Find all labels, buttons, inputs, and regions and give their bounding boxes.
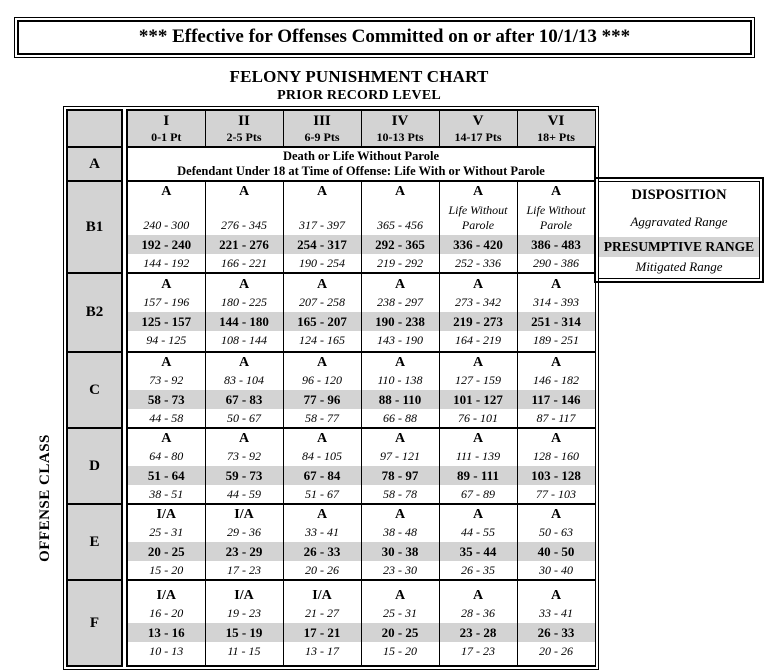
disposition: A [472,354,484,370]
aggravated-range: 44 - 55 [461,524,495,539]
sentencing-table [66,109,596,667]
presumptive-range: 78 - 97 [362,466,439,485]
mitigated-range: 44 - 58 [149,410,184,425]
aggravated-range: 29 - 36 [227,524,261,539]
cell-E-VI [517,504,595,580]
class-row-A [67,147,595,181]
presumptive-range: 67 - 83 [206,390,283,409]
disposition: A [161,354,172,370]
mitigated-range: 51 - 67 [305,486,339,501]
disposition: A [472,430,484,446]
prl-level: V [472,113,484,129]
class-row-D [67,428,595,504]
cell-B2-VI [517,273,595,352]
mitigated-range: 30 - 40 [539,562,573,577]
presumptive-range: 103 - 128 [518,466,595,485]
presumptive-range: 23 - 28 [440,623,517,642]
effective-date-banner-inner [17,20,752,55]
aggravated-range: 73 - 92 [227,448,261,463]
cell-F-IV [361,580,439,666]
class-label-F: F [67,580,122,666]
page-title: FELONY PUNISHMENT CHART [229,67,489,86]
mitigated-range: 164 - 219 [455,333,501,347]
presumptive-range: 88 - 110 [362,390,439,409]
presumptive-range: 40 - 50 [518,542,595,561]
presumptive-range: 219 - 273 [440,312,517,331]
prl-level: III [313,113,331,129]
aggravated-range: 84 - 105 [302,448,342,463]
class-row-C [67,352,595,428]
disposition: A [472,277,484,292]
cell-B2-II [205,273,283,352]
presumptive-range: 292 - 365 [362,235,439,254]
mitigated-range: 10 - 13 [149,643,184,658]
prl-header-III [283,110,361,147]
disposition: A [550,183,562,199]
cell-B1-III [283,181,361,273]
class-a-sentence-cell [127,147,595,181]
disposition: A [161,430,172,446]
mitigated-range: 87 - 117 [536,410,576,425]
presumptive-range: 77 - 96 [284,390,361,409]
presumptive-range: 165 - 207 [284,312,361,331]
disposition: A [550,354,562,370]
class-row-E [67,504,595,580]
class-label-B1: B1 [67,181,122,273]
mitigated-range: 124 - 165 [299,333,345,347]
class-row-B1 [67,181,595,273]
mitigated-range: 77 - 103 [536,486,576,501]
disposition: A [161,183,172,199]
cell-D-III [283,428,361,504]
cell-F-V [439,580,517,666]
class-row-B2 [67,273,595,352]
disposition-legend-inner [598,181,760,279]
mitigated-range: 50 - 67 [227,410,261,425]
presumptive-range: 117 - 146 [518,390,595,409]
aggravated-range: 33 - 41 [539,605,573,620]
presumptive-range: 254 - 317 [284,235,361,254]
aggravated-range: 314 - 393 [533,295,579,309]
class-a-line1: Death or Life Without Parole [282,149,439,163]
disposition: A [550,430,562,446]
aggravated-range: 64 - 80 [149,448,184,463]
disposition: A [316,506,328,522]
presumptive-range: 190 - 238 [362,312,439,331]
aggravated-range: Life Without Parole [526,202,586,232]
cell-C-I [127,352,205,428]
cell-D-II [205,428,283,504]
mitigated-range: 17 - 23 [461,643,495,658]
presumptive-range: 51 - 64 [128,466,205,485]
cell-B2-I [127,273,205,352]
mitigated-range: 15 - 20 [149,562,184,577]
aggravated-range: 33 - 41 [305,524,339,539]
legend-aggravated-range: Aggravated Range [630,214,728,229]
legend-title: DISPOSITION [631,187,727,203]
prl-points: 6-9 Pts [304,130,340,144]
cell-F-II [205,580,283,666]
disposition: A [472,587,484,603]
presumptive-range: 58 - 73 [128,390,205,409]
prl-level: VI [547,113,565,129]
aggravated-range: 111 - 139 [455,448,501,463]
cell-B1-I [127,181,205,273]
legend-presumptive-range: PRESUMPTIVE RANGE [599,237,759,257]
cell-E-I [127,504,205,580]
presumptive-range: 67 - 84 [284,466,361,485]
cell-C-VI [517,352,595,428]
mitigated-range: 190 - 254 [299,255,345,270]
presumptive-range: 23 - 29 [206,542,283,561]
aggravated-range: 21 - 27 [305,605,339,620]
aggravated-range: 207 - 258 [299,295,345,309]
prl-points: 10-13 Pts [376,130,424,144]
prl-points: 2-5 Pts [226,130,262,144]
class-row-F [67,580,595,666]
mitigated-range: 15 - 20 [383,643,417,658]
prl-level: IV [391,113,409,129]
cell-E-III [283,504,361,580]
disposition: A [394,587,406,603]
aggravated-range: 365 - 456 [377,217,423,232]
mitigated-range: 67 - 89 [461,486,495,501]
disposition: A [238,430,250,446]
cell-B2-III [283,273,361,352]
disposition: A [550,587,562,603]
aggravated-range: 50 - 63 [539,524,573,539]
mitigated-range: 252 - 336 [455,255,501,270]
presumptive-range: 336 - 420 [440,235,517,254]
disposition: A [316,430,328,446]
aggravated-range: 25 - 31 [383,605,417,620]
disposition: A [394,354,406,370]
disposition: A [161,277,172,292]
cell-E-II [205,504,283,580]
legend-mitigated-range: Mitigated Range [635,259,723,274]
cell-C-V [439,352,517,428]
disposition: A [316,354,328,370]
cell-C-IV [361,352,439,428]
class-label-C: C [67,352,122,428]
prl-level: I [163,113,170,129]
aggravated-range: 128 - 160 [533,448,579,463]
disposition: A [238,183,250,199]
presumptive-range: 89 - 111 [440,466,517,485]
presumptive-range: 20 - 25 [362,623,439,642]
mitigated-range: 23 - 30 [383,562,417,577]
prl-header-I [127,110,205,147]
disposition: A [550,277,562,292]
disposition: I/A [234,506,254,522]
presumptive-range: 125 - 157 [128,312,205,331]
presumptive-range: 59 - 73 [206,466,283,485]
offense-class-axis-label: OFFENSE CLASS [37,434,53,562]
disposition: A [316,277,328,292]
aggravated-range: 28 - 36 [461,605,495,620]
prl-header-row [67,110,595,147]
mitigated-range: 66 - 88 [383,410,417,425]
presumptive-range: 101 - 127 [440,390,517,409]
prl-header-VI [517,110,595,147]
aggravated-range: 19 - 23 [227,605,261,620]
class-label-A: A [67,147,122,181]
presumptive-range: 20 - 25 [128,542,205,561]
aggravated-range: 317 - 397 [299,217,345,232]
mitigated-range: 20 - 26 [539,643,573,658]
aggravated-range: 273 - 342 [455,295,501,309]
aggravated-range: 238 - 297 [377,295,423,309]
prl-header-II [205,110,283,147]
presumptive-range: 26 - 33 [284,542,361,561]
mitigated-range: 290 - 386 [533,255,579,270]
aggravated-range: 25 - 31 [149,524,184,539]
aggravated-range: 38 - 48 [383,524,417,539]
cell-B1-VI [517,181,595,273]
mitigated-range: 17 - 23 [227,562,261,577]
aggravated-range: 96 - 120 [302,372,342,387]
cell-D-I [127,428,205,504]
prl-header-IV [361,110,439,147]
disposition: I/A [312,587,332,603]
presumptive-range: 144 - 180 [206,312,283,331]
presumptive-range: 26 - 33 [518,623,595,642]
mitigated-range: 20 - 26 [305,562,339,577]
prl-header-V [439,110,517,147]
mitigated-range: 58 - 77 [305,410,339,425]
cell-B1-IV [361,181,439,273]
cell-B2-IV [361,273,439,352]
class-label-D: D [67,428,122,504]
prl-points: 0-1 Pt [151,130,182,144]
mitigated-range: 44 - 59 [227,486,261,501]
prl-points: 18+ Pts [537,130,575,144]
aggravated-range: 276 - 345 [221,217,267,232]
cell-E-V [439,504,517,580]
presumptive-range: 192 - 240 [128,235,205,254]
class-label-E: E [67,504,122,580]
aggravated-range: Life Without Parole [448,202,508,232]
aggravated-range: 146 - 182 [533,372,579,387]
disposition: A [394,430,406,446]
aggravated-range: 127 - 159 [455,372,501,387]
mitigated-range: 189 - 251 [533,333,579,347]
cell-B2-V [439,273,517,352]
presumptive-range: 17 - 21 [284,623,361,642]
disposition: A [550,506,562,522]
mitigated-range: 166 - 221 [221,255,267,270]
cell-F-III [283,580,361,666]
disposition: A [394,277,406,292]
aggravated-range: 73 - 92 [149,372,184,387]
cell-F-VI [517,580,595,666]
mitigated-range: 144 - 192 [143,255,190,270]
cell-F-I [127,580,205,666]
mitigated-range: 76 - 101 [458,410,498,425]
disposition: A [472,183,484,199]
presumptive-range: 221 - 276 [206,235,283,254]
disposition: I/A [156,506,176,522]
presumptive-range: 15 - 19 [206,623,283,642]
mitigated-range: 108 - 144 [221,333,267,347]
mitigated-range: 13 - 17 [305,643,339,658]
disposition: A [394,183,406,199]
cell-D-VI [517,428,595,504]
disposition: A [238,277,250,292]
cell-C-II [205,352,283,428]
mitigated-range: 143 - 190 [377,333,423,347]
presumptive-range: 35 - 44 [440,542,517,561]
effective-date-banner [14,17,755,58]
aggravated-range: 16 - 20 [149,605,184,620]
cell-D-V [439,428,517,504]
cell-D-IV [361,428,439,504]
mitigated-range: 38 - 51 [149,486,184,501]
cell-B1-V [439,181,517,273]
presumptive-range: 251 - 314 [518,312,595,331]
cell-B1-II [205,181,283,273]
disposition: I/A [234,587,254,603]
disposition: A [472,506,484,522]
aggravated-range: 110 - 138 [377,372,423,387]
prl-level: II [238,113,250,129]
mitigated-range: 219 - 292 [377,255,423,270]
presumptive-range: 386 - 483 [518,235,595,254]
cell-C-III [283,352,361,428]
effective-date-text: *** Effective for Offenses Committed on or after 10/1/13 *** [138,26,631,47]
disposition: I/A [156,587,176,603]
prl-points: 14-17 Pts [454,130,502,144]
aggravated-range: 157 - 196 [143,295,190,309]
aggravated-range: 240 - 300 [143,217,190,232]
class-label-B2: B2 [67,273,122,352]
disposition-legend [594,177,764,283]
corner-cell [67,110,122,147]
mitigated-range: 26 - 35 [461,562,495,577]
mitigated-range: 11 - 15 [227,643,261,658]
aggravated-range: 180 - 225 [221,295,267,309]
cell-E-IV [361,504,439,580]
felony-punishment-grid [63,106,599,670]
mitigated-range: 94 - 125 [146,333,187,347]
disposition: A [394,506,406,522]
aggravated-range: 97 - 121 [380,448,420,463]
disposition: A [238,354,250,370]
presumptive-range: 30 - 38 [362,542,439,561]
presumptive-range: 13 - 16 [128,623,205,642]
mitigated-range: 58 - 78 [383,486,417,501]
aggravated-range: 83 - 104 [224,372,264,387]
class-a-line2: Defendant Under 18 at Time of Offense: Life With or Without Parole [177,164,545,178]
disposition: A [316,183,328,199]
prior-record-level-heading: PRIOR RECORD LEVEL [277,88,441,103]
